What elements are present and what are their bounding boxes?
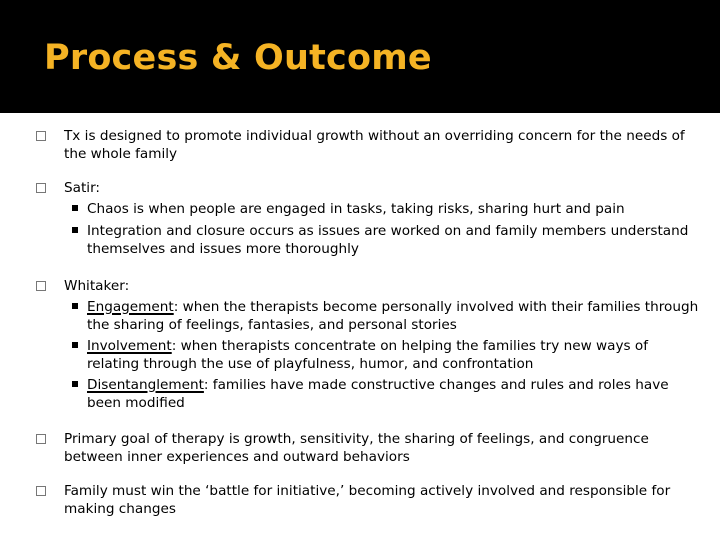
bullet-marker-icon [36,281,46,291]
bullet-5-text: Family must win the ‘battle for initiative,’ becoming actively involved and responsible for making changes [64,483,671,517]
bullet-3-sub-1-text: : when the therapists become personally involved with their families through the sharing of feelings, fantasies, and personal stories [87,299,699,333]
bullet-4-text: Primary goal of therapy is growth, sensitivity, the sharing of feelings, and congruence between inner experiences and outward behaviors [64,431,649,465]
term-engagement: Engagement [87,299,174,315]
bullet-3-sub-2-text: : when therapists concentrate on helping the families try new ways of relating through the use of playfulness, humor, and confrontation [87,338,649,372]
bullet-2-sub-1-text: Chaos is when people are engaged in tasks, taking risks, sharing hurt and pain [87,201,625,217]
term-involvement: Involvement [87,338,172,354]
bullet-5 [64,482,700,518]
bullet-3-sub-3-text: : families have made constructive changes and rules and roles have been modified [87,377,669,411]
term-disentanglement: Disentanglement [87,377,204,393]
bullet-3-sub-1 [87,298,701,334]
square-bullet-icon [72,227,78,233]
bullet-3-sub-3 [87,376,701,412]
bullet-1-text: Tx is designed to promote individual growth without an overriding concern for the needs of the whole family [64,128,685,162]
bullet-2-sub-1 [87,200,701,218]
bullet-3 [64,277,700,295]
bullet-marker-icon [36,131,46,141]
bullet-marker-icon [36,183,46,193]
bullet-2-text: Satir: [64,180,100,196]
bullet-1 [64,127,700,163]
square-bullet-icon [72,303,78,309]
bullet-2 [64,179,700,197]
bullet-3-text: Whitaker: [64,278,130,294]
bullet-3-sub-2 [87,337,701,373]
bullet-marker-icon [36,486,46,496]
square-bullet-icon [72,342,78,348]
bullet-marker-icon [36,434,46,444]
slide-title: Process & Outcome [44,38,432,78]
bullet-2-sub-2-text: Integration and closure occurs as issues are worked on and family members understand themselves and issues more thoroughly [87,223,689,257]
square-bullet-icon [72,381,78,387]
bullet-4 [64,430,700,466]
square-bullet-icon [72,205,78,211]
bullet-2-sub-2 [87,222,701,258]
